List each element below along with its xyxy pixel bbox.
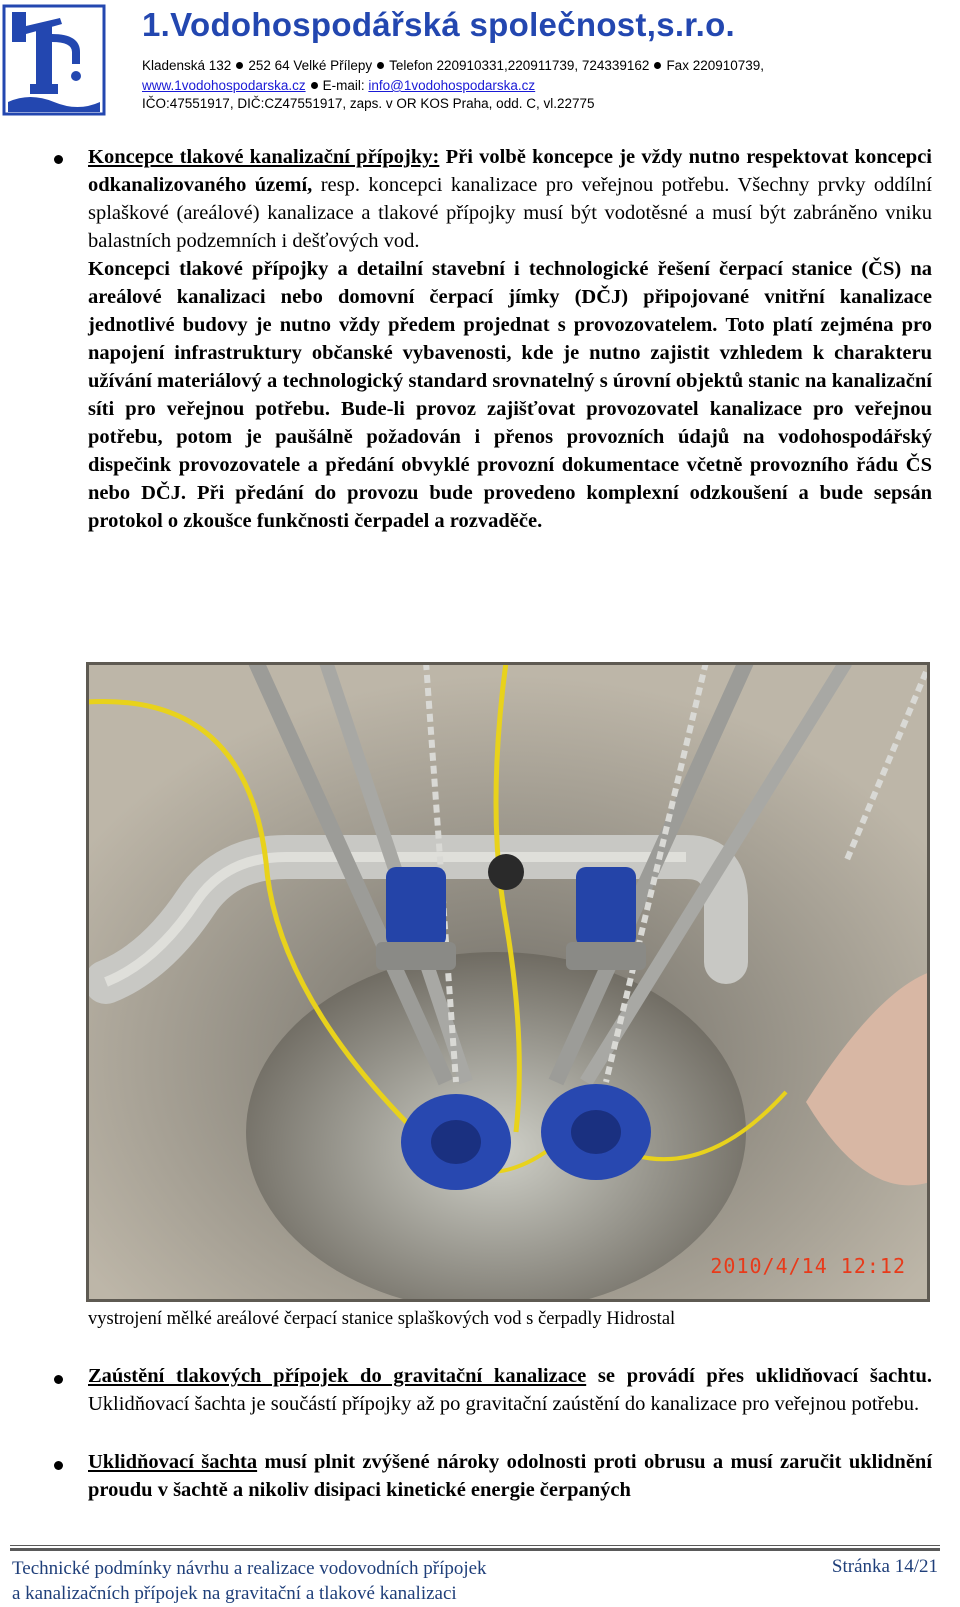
section-discharge-paragraph bbox=[88, 1362, 932, 1418]
paragraph2-bold: Koncepci tlakové přípojky a detailní stavební i technologické řešení čerpací stanice (ČS) na areálové kanalizaci nebo domovní čerpací jímky (DČJ) připojované vnitřní kanalizace jednotlivé budovy je nutno vždy předem projednat s provozovatelem. bbox=[88, 258, 932, 336]
bullet-separator bbox=[236, 62, 243, 69]
photo-timestamp: 2010/4/14 12:12 bbox=[710, 1254, 906, 1278]
footer-document-title bbox=[12, 1556, 487, 1606]
section-concept-paragraph bbox=[88, 143, 932, 535]
bullet-point bbox=[54, 1375, 63, 1384]
section-heading: Uklidňovací šachta bbox=[88, 1451, 258, 1473]
paragraph2-rest: Toto platí zejména pro napojení infrastruktury občanské vybavenosti, kde je nutno zajistit vzhledem k charakteru užívání materiálový a technologický standard srovnatelný s úrovní objektů stanic na kanalizační síti pro veřejnou potřebu. Bude-li provoz zajišťovat provozovatel kanalizace pro veřejnou potřebu, potom je paušálně požadován i přenos provozních údajů na vodohospodářský dispečink provozovatele a předání obvyklé provozní dokumentace včetně provozního řádu ČS nebo DČJ. Při předání do provozu bude provedeno komplexní odzkoušení a bude sepsán protokol o zkoušce funkčnosti čerpadel a rozvaděče. bbox=[88, 314, 933, 532]
bold-text: se provádí přes uklidňovací šachtu. bbox=[597, 1365, 932, 1387]
address-city: 252 64 Velké Přílepy bbox=[248, 58, 373, 73]
bullet-point bbox=[54, 155, 63, 164]
bold-intro: Při volbě koncepce je vždy nutno respektovat koncepci odkanalizovaného území, bbox=[88, 146, 933, 196]
footer-title-line2: a kanalizačních přípojek na gravitační a tlakové kanalizaci bbox=[12, 1583, 457, 1604]
fax-number: Fax 220910739, bbox=[666, 58, 765, 73]
pump-station-photo bbox=[86, 662, 930, 1302]
bold-text: musí plnit zvýšené nároky odolnosti proti obrusu a musí zaručit uklidnění proudu v šachtě a nikoliv disipaci kinetické energie čerpaných bbox=[88, 1451, 933, 1501]
footer-title-line1: Technické podmínky návrhu a realizace vodovodních přípojek bbox=[12, 1558, 487, 1579]
bullet-separator bbox=[377, 62, 384, 69]
section-heading: Zaústění tlakových přípojek do gravitační kanalizace bbox=[88, 1365, 587, 1387]
section-heading: Koncepce tlakové kanalizační přípojky: bbox=[88, 146, 440, 168]
email-link[interactable]: info@1vodohospodarska.cz bbox=[368, 78, 536, 93]
company-address-line bbox=[142, 58, 764, 73]
address-street: Kladenská 132 bbox=[142, 58, 232, 73]
website-link[interactable]: www.1vodohospodarska.cz bbox=[142, 78, 306, 93]
footer-divider bbox=[10, 1545, 940, 1546]
section-calming-shaft-paragraph bbox=[88, 1448, 932, 1504]
company-logo bbox=[2, 4, 106, 116]
photo-caption: vystrojení mělké areálové čerpací stanice splaškových vod s čerpadly Hidrostal bbox=[88, 1309, 676, 1329]
body-text: resp. koncepci kanalizace pro veřejnou potřebu. Všechny prvky oddílní splaškové (areálové) kanalizace a tlakové přípojky musí být vodotěsné a musí být zabráněno vniku balastních podzemních i dešťových vod. bbox=[88, 174, 933, 252]
bullet-separator bbox=[311, 82, 318, 89]
company-name: 1.Vodohospodářská společnost,s.r.o. bbox=[142, 6, 736, 43]
email-label: E-mail: bbox=[322, 78, 365, 93]
bullet-separator bbox=[654, 62, 661, 69]
footer-divider bbox=[10, 1548, 940, 1551]
company-registration: IČO:47551917, DIČ:CZ47551917, zaps. v OR KOS Praha, odd. C, vl.22775 bbox=[142, 96, 595, 111]
company-contact-line bbox=[142, 78, 535, 93]
page-number: Stránka 14/21 bbox=[831, 1556, 938, 1577]
body-text: Uklidňovací šachta je součástí přípojky až po gravitační zaústění do kanalizace pro veřejnou potřebu. bbox=[88, 1393, 920, 1415]
bullet-point bbox=[54, 1461, 63, 1470]
phone-numbers: Telefon 220910331,220911739, 724339162 bbox=[389, 58, 650, 73]
